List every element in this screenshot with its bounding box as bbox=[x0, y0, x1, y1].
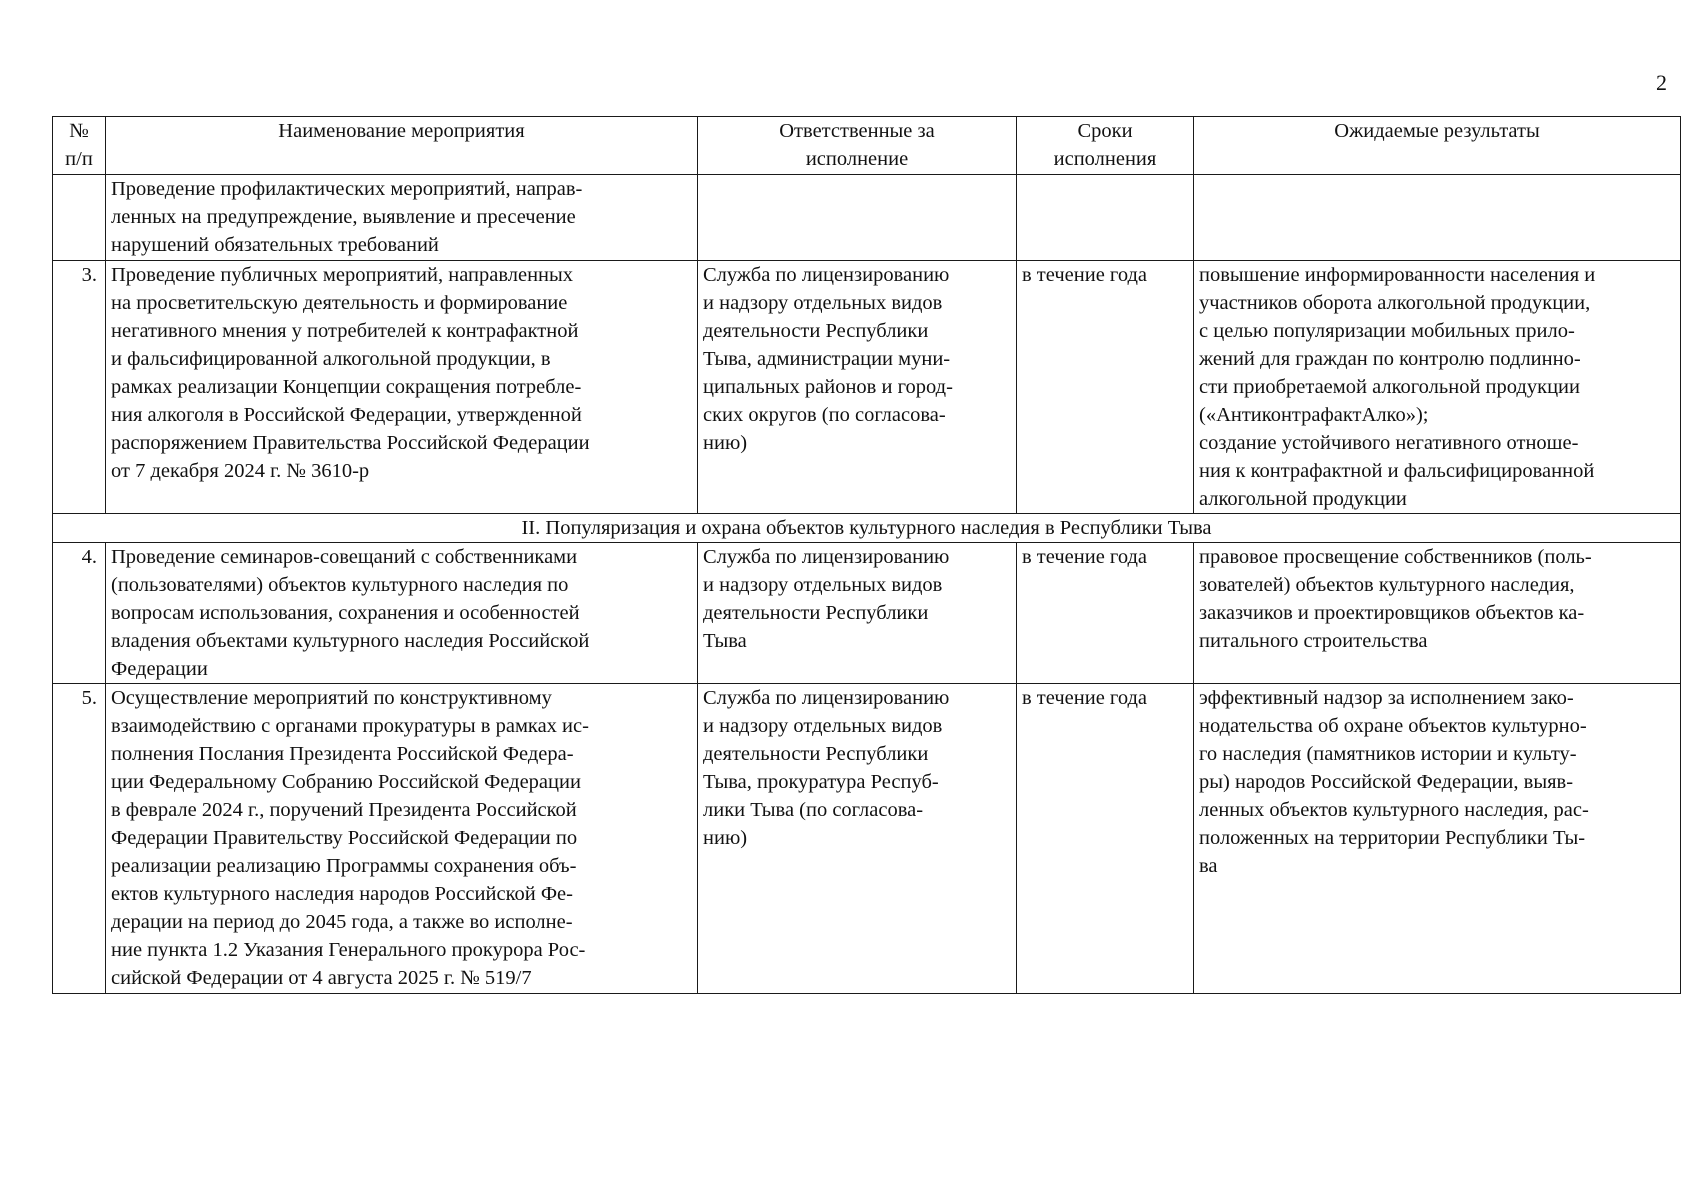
activity-name: Проведение профилактических мероприятий, направ- ленных на предупреждение, выявление и пресечение нарушений обязательных требований bbox=[106, 175, 698, 261]
header-number: № п/п bbox=[53, 117, 106, 175]
responsible: Служба по лицензированию и надзору отдельных видов деятельности Республики Тыва, администрации муни- ципальных районов и город- ских округов (по согласова- нию) bbox=[698, 261, 1017, 514]
header-activity-name: Наименование мероприятия bbox=[106, 117, 698, 175]
expected-results bbox=[1194, 175, 1681, 261]
expected-results: правовое просвещение собственников (поль- зователей) объектов культурного наследия, заказчиков и проектировщиков объектов ка- питального строительства bbox=[1194, 543, 1681, 684]
table-header-row bbox=[53, 117, 1681, 175]
table-row bbox=[53, 261, 1681, 514]
responsible: Служба по лицензированию и надзору отдельных видов деятельности Республики Тыва bbox=[698, 543, 1017, 684]
expected-results: повышение информированности населения и участников оборота алкогольной продукции, с целью популяризации мобильных прило- жений для граждан по контролю подлинно- сти приобретаемой алкогольной продукции («АнтиконтрафактАлко»); создание устойчивого негативного отноше- ния к контрафактной и фальсифицированной алкогольной продукции bbox=[1194, 261, 1681, 514]
activities-table bbox=[52, 116, 1681, 994]
section-heading-row bbox=[53, 514, 1681, 543]
expected-results: эффективный надзор за исполнением зако- нодательства об охране объектов культурно- го наследия (памятников истории и культу- ры) народов Российской Федерации, выяв- ленных объектов культурного наследия, рас- положенных на территории Республики Ты- ва bbox=[1194, 684, 1681, 994]
table-row bbox=[53, 175, 1681, 261]
row-number bbox=[53, 175, 106, 261]
table-row bbox=[53, 684, 1681, 994]
row-number: 3. bbox=[53, 261, 106, 514]
section-heading: II. Популяризация и охрана объектов культурного наследия в Республики Тыва bbox=[53, 514, 1681, 543]
deadline: в течение года bbox=[1017, 543, 1194, 684]
table-row bbox=[53, 543, 1681, 684]
responsible bbox=[698, 175, 1017, 261]
activity-name: Осуществление мероприятий по конструктивному взаимодействию с органами прокуратуры в рамках ис- полнения Послания Президента Российской Федера- ции Федеральному Собранию Российской Федерации в феврале 2024 г., поручений Президента Российской Федерации Правительству Российской Федерации по реализации реализацию Программы сохранения объ- ектов культурного наследия народов Российской Фе- дерации на период до 2045 года, а также во исполне- ние пункта 1.2 Указания Генерального прокурора Рос- сийской Федерации от 4 августа 2025 г. № 519/7 bbox=[106, 684, 698, 994]
deadline: в течение года bbox=[1017, 684, 1194, 994]
row-number: 4. bbox=[53, 543, 106, 684]
page-number: 2 bbox=[1656, 70, 1667, 95]
header-responsible: Ответственные за исполнение bbox=[698, 117, 1017, 175]
header-expected-results: Ожидаемые результаты bbox=[1194, 117, 1681, 175]
row-number: 5. bbox=[53, 684, 106, 994]
activity-name: Проведение семинаров-совещаний с собственниками (пользователями) объектов культурного наследия по вопросам использования, сохранения и особенностей владения объектами культурного наследия Российской Федерации bbox=[106, 543, 698, 684]
deadline bbox=[1017, 175, 1194, 261]
header-deadline: Сроки исполнения bbox=[1017, 117, 1194, 175]
activity-name: Проведение публичных мероприятий, направленных на просветительскую деятельность и формирование негативного мнения у потребителей к контрафактной и фальсифицированной алкогольной продукции, в рамках реализации Концепции сокращения потребле- ния алкоголя в Российской Федерации, утвержденной распоряжением Правительства Российской Федерации от 7 декабря 2024 г. № 3610-р bbox=[106, 261, 698, 514]
deadline: в течение года bbox=[1017, 261, 1194, 514]
responsible: Служба по лицензированию и надзору отдельных видов деятельности Республики Тыва, прокуратура Респуб- лики Тыва (по согласова- нию) bbox=[698, 684, 1017, 994]
